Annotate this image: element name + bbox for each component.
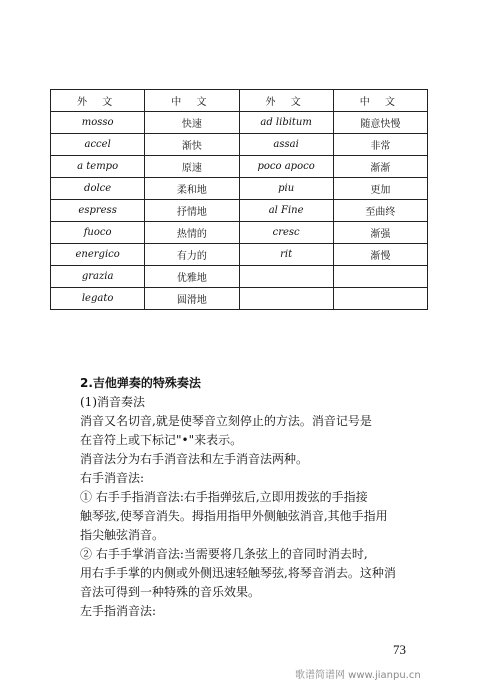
header-foreign-1: 外 文 [51, 90, 145, 112]
text-line: 音法可得到一种特殊的音乐效果。 [80, 585, 261, 599]
table-row [51, 156, 428, 178]
term-chinese: 至曲终 [333, 200, 427, 222]
table-row [51, 288, 428, 310]
site-watermark: 歌谱简谱网 www.jianpu.cn [295, 670, 421, 681]
table-row [51, 266, 428, 288]
header-chinese-1: 中 文 [145, 90, 239, 112]
term-chinese: 抒情地 [145, 200, 239, 222]
term-chinese: 原速 [145, 156, 239, 178]
term-foreign [239, 266, 333, 288]
table-row [51, 200, 428, 222]
text-line: ② 右手手掌消音法:当需要将几条弦上的音同时消去时, [80, 547, 368, 561]
text-line: 右手消音法: [80, 471, 145, 485]
section-title: 2.吉他弹奏的特殊奏法 [80, 376, 201, 390]
paragraph-muting-definition [80, 412, 425, 450]
section-subtitle: (1)消音奏法 [80, 395, 145, 409]
term-chinese: 渐慢 [333, 244, 427, 266]
term-chinese: 热情的 [145, 222, 239, 244]
music-terms-table [50, 89, 428, 310]
text-line: 触琴弦,使琴音消失。拇指用指甲外侧触弦消音,其他手指用 [80, 509, 388, 523]
header-foreign-2: 外 文 [239, 90, 333, 112]
table-row [51, 112, 428, 134]
term-foreign: grazia [51, 266, 145, 288]
term-chinese: 随意快慢 [333, 112, 427, 134]
term-chinese: 渐强 [333, 222, 427, 244]
text-line: 在音符上或下标记"•"来表示。 [80, 433, 243, 447]
table-row [51, 134, 428, 156]
term-foreign: rit [239, 244, 333, 266]
text-line: 左手指消音法: [80, 604, 157, 618]
term-chinese: 柔和地 [145, 178, 239, 200]
table-row [51, 178, 428, 200]
term-foreign: espress [51, 200, 145, 222]
term-foreign: energico [51, 244, 145, 266]
term-foreign: al Fine [239, 200, 333, 222]
term-foreign: piu [239, 178, 333, 200]
table-header-row [51, 90, 428, 112]
term-foreign: ad libitum [239, 112, 333, 134]
term-foreign: cresc [239, 222, 333, 244]
term-chinese: 优雅地 [145, 266, 239, 288]
text-line: 指尖触弦消音。 [80, 528, 165, 542]
text-line: 消音法分为右手消音法和左手消音法两种。 [80, 452, 309, 466]
term-foreign: poco apoco [239, 156, 333, 178]
term-foreign: a tempo [51, 156, 145, 178]
term-foreign: accel [51, 134, 145, 156]
table-row [51, 244, 428, 266]
paragraph-left-hand-heading [80, 602, 425, 621]
term-foreign: dolce [51, 178, 145, 200]
term-chinese: 非常 [333, 134, 427, 156]
term-chinese: 快速 [145, 112, 239, 134]
text-line: ① 右手手指消音法:右手指弹弦后,立即用拨弦的手指接 [80, 490, 368, 504]
text-line: 消音又名切音,就是使琴音立刻停止的方法。消音记号是 [80, 414, 372, 428]
term-chinese: 圆滑地 [145, 288, 239, 310]
term-chinese: 渐快 [145, 134, 239, 156]
term-foreign: legato [51, 288, 145, 310]
term-chinese: 有力的 [145, 244, 239, 266]
page-number: 73 [393, 642, 406, 657]
term-chinese: 渐渐 [333, 156, 427, 178]
paragraph-right-finger-muting [80, 488, 425, 545]
term-chinese [333, 266, 427, 288]
term-chinese: 更加 [333, 178, 427, 200]
paragraph-right-hand-heading [80, 469, 425, 488]
term-foreign: fuoco [51, 222, 145, 244]
term-foreign: mosso [51, 112, 145, 134]
paragraph-muting-types [80, 450, 425, 469]
text-line: 用右手手掌的内侧或外侧迅速轻触琴弦,将琴音消去。这种消 [80, 566, 396, 580]
term-foreign [239, 288, 333, 310]
table-row [51, 222, 428, 244]
term-chinese [333, 288, 427, 310]
paragraph-right-palm-muting [80, 545, 425, 602]
header-chinese-2: 中 文 [333, 90, 427, 112]
term-foreign: assai [239, 134, 333, 156]
